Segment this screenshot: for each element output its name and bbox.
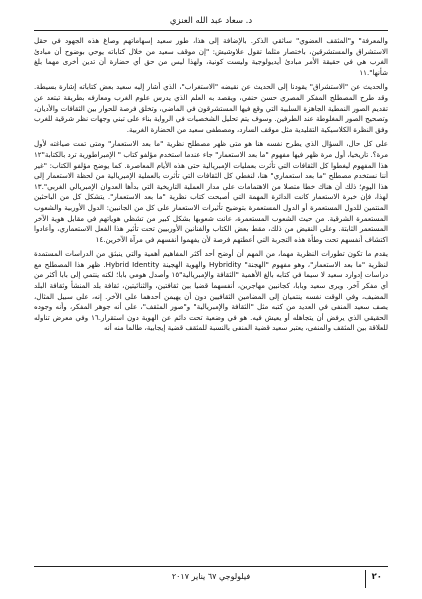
article-body [34,36,388,556]
footer-separator [365,570,366,588]
page-footer [34,570,388,584]
paragraph: والمعرفة" و"المثقف العضوي" ساثقي الذكر. بالإضافة إلى هذا، طور سعيد إسهاماتهم وصاغ هذه الجهود في حقل الاستشراق والمستشرقين، باختصار مثلما تقول علاوشيش: "إن موقف سعيد من خلال كتاباته يوحي بوضوح أن مبادئ الغرب هي في حقيقة الأمر مبادئ أيديولوجية وليست كونية، ولهذا ليس من حق أي حضارة أن تدين أخرى مهما بلغ شأنها".١١ [34,36,388,77]
journal-citation: فيلولوجي ٦٧ يناير ٢٠١٧ [171,572,251,581]
header-divider [34,30,388,31]
paragraph: يقدم ما تكون تطورات النظرية مهما، من المهم أن أوضح أحد أكثر المفاهيم أهمية والتي ينبثق من الدراسات المستمدة لنظرية "ما بعد الاستعمار"، وهو مفهوم "الهجنة" Hybridity والهوية الهجينة Hybrid Identity. ظهر هذا المصطلح مع دراسات إدوارد سعيد لا سيما في كتابه بالغ الأهمية "الثقافة والإمبريالية"١٥ وأصدل هومي بابا؛ لكنه ينتمي إلى بابا أكثر من أي مفكر آخر. ويرى سعيد وبابا، كجانبين مهاجرين، أنفسهما قضيا بين ثقافتين، والثنائيتين، ثقافة بلد المنشأ وثقافة البلد المضيف، وفي الوقت نفسه ينتميان إلى المضامين الثقافيين دون أن يهيمن أحدهما على الآخر. إنه، على سبيل المثال، يصف سعيد المنفى في العديد من كتبه مثل "الثقافة والإمبريالية" و"صور المثقف"، على أنه جوهر المفكر، وأنه وجوده الحقيقي الذي يرفض أن يتجاهله أو يعيش فيه. هو في وضعية تحت دائم عن الهوية دون استقرار.١٦ وفي معرض تناوله للعلاقة بين المثقف والمنفى، يعتبر سعيد قضية المنفى بالنسبة للمثقف قضية إيجابية، طالما منه أنه [34,249,388,333]
page-number: ٢٠ [371,572,382,582]
paragraph: والحديث عن "الاستشراق" يقودنا إلى الحديث عن نقيضه "الاستغراب"، الذي أشار إليه سعيد بعض كتاباته إشارة بسيطة. وقد طرح المصطلح المفكر المصري حسن حنفي، ويقصد به العلم الذي يدرس علوم الغرب ومعارفه بطريقة تبتعد عن تقديم الصور النمطية الجاهزة السلبية التي وقع فيها المستشرقون في الماضي، وتخلق فرصة للحوار بين الثقافات والأديان، وتصحيح الصور المغلوطة عند الطرفين. وسوف يتم تحليل الشخصيات في الرواية بناء على تبني وجهات نظر شرقية للغرب وفق النظرة الكلاسيكية التقليدية مثل موقف السارد، ومصطفى سعيد من الحضارة الغربية. [34,82,388,134]
footer-divider [34,566,388,567]
paragraph: على كل حال، السؤال الذي يطرح نفسه هنا هو متى ظهر مصطلح نظرية "ما بعد الاستعمار" ومتى تمت صياغته لأول مرة؟. تاريخيا، أول مرة ظهر فيها مفهوم "ما بعد الاستعمار" جاء عندما استخدم مؤلفو كتاب " الإمبراطورية ترد بالكتابة"١٢ هذا المفهوم ليغطوا كل الثقافات التي تأثرت بعمليات الإمبريالية حتى هذه الأيام المعاصرة. كما يوضح مؤلفو الكتاب: "غير أننا نستخدم مصطلح "ما بعد استعماري" هنا، لنغطي كل الثقافات التي تأثرت بالعملية الإمبريالية من لحظة الاستعمار إلى هذا اليوم؛ ذلك أن هناك خطا متصلا من الاهتمامات على مدار العملية التاريخية التي بدأها العدوان الإمبريالي الغربي".١٣ لهذا، فإن خبرة الاستعمار كانت الدائرة المهمة التي أصبحت كتاب نظرية "ما بعد الاستعمار". يتشكل كل من الباحثين المنتمين للدول المستعمرة أو الدول المستعمرة بتوضيح تأثيرات الاستعمار على كل من الجانبين: الدول الأوربية والشعوب المستعمرة الشرقية. من حيث الشعوب المستعمرة، عانت شعوبها بشكل كبير من تشظي هوياتهم في مقابل هوية الآخر المستعمر الثابتة. وعلى النقيض من ذلك، مقط بعض الكتاب والفنانين الأوربيين تحت تأثير هذا الفعل الاستعماري، وأعادوا اكتشاف أنفسهم تحت وطأة هذه التجربة التي أعطتهم فرصة لأن يفهموا أنفسهم في مرآة الآخرين.١٤ [34,139,388,244]
running-header: د. سعاد عبد الله العنزي [169,16,253,26]
